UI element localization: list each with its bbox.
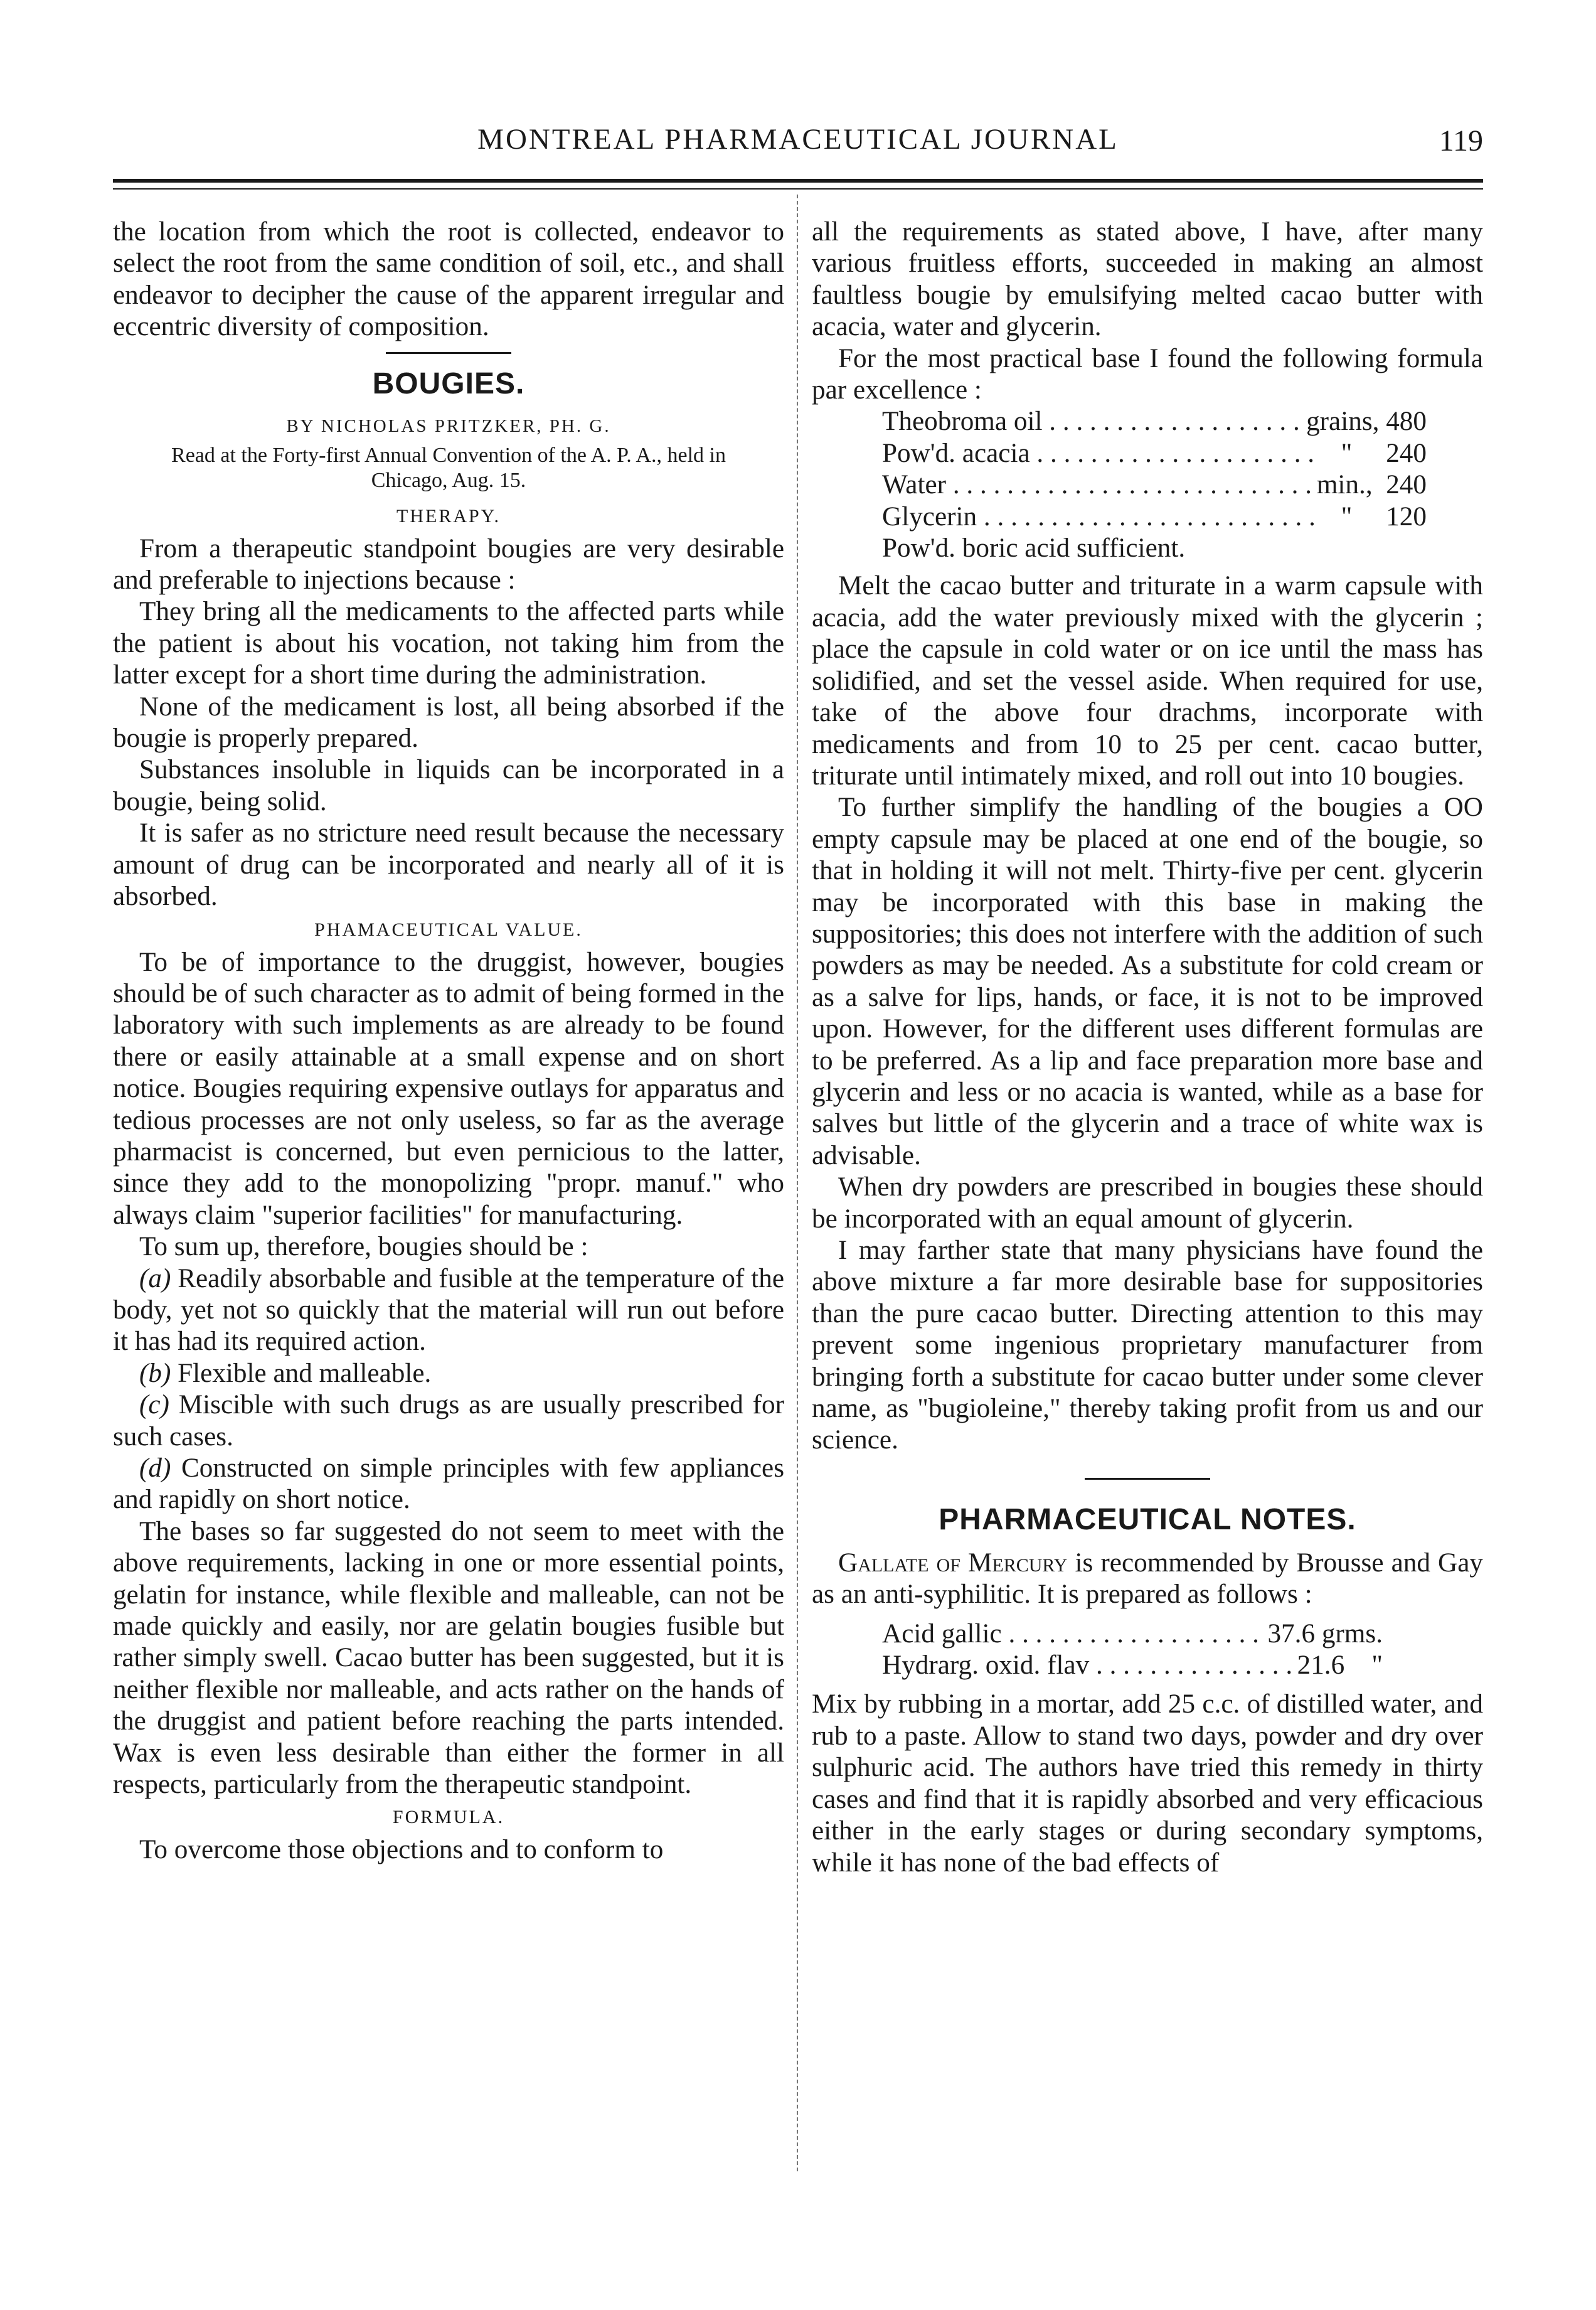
formula-row — [882, 1618, 1383, 1650]
list-item — [113, 1263, 784, 1358]
list-text: Flexible and malleable. — [171, 1358, 432, 1388]
ingredient-quantity: 37.6 grms. — [1267, 1618, 1383, 1649]
notes-lead: Gallate of Mercury — [838, 1548, 1068, 1578]
list-item — [113, 1389, 784, 1453]
header-rule-thick — [113, 179, 1483, 183]
ingredient-quantity: grains, 480 — [1306, 407, 1427, 437]
formula-row — [882, 438, 1427, 469]
header-rule-thin — [113, 188, 1483, 190]
section-divider — [1085, 1478, 1210, 1480]
list-text: Constructed on simple principles with few appliances and rapidly on short notice. — [113, 1453, 784, 1515]
formula-row — [882, 1650, 1383, 1681]
article-note: Read at the Forty-first Annual Convention of the A. P. A., held in Chicago, Aug. 15. — [171, 443, 726, 492]
ingredient-name: Theobroma oil . . . — [882, 406, 1306, 437]
author-byline: BY NICHOLAS PRITZKER, PH. G. — [286, 415, 611, 436]
paragraph: I may farther state that many physicians have found the above mixture a far more desirable base for suppositories than the pure cacao butter. Directing attention to this may prevent some ingenious proprietary manufacturer from bringing forth a substitute for cacao butter under some clever name, as "bugioleine," thereby taking profit from us and our science. — [812, 1236, 1483, 1455]
formula-row — [882, 469, 1427, 501]
formula-note: Pow'd. boric acid sufficient. — [882, 533, 1186, 564]
subheading-therapy: THERAPY. — [396, 505, 501, 527]
list-text: Miscible with such drugs as are usually prescribed for such cases. — [113, 1390, 784, 1452]
left-column — [113, 217, 784, 1866]
ingredient-name: Glycerin . . . — [882, 501, 1321, 533]
paragraph: To sum up, therefore, bougies should be : — [139, 1232, 588, 1262]
ingredient-name: Pow'd. acacia . . . — [882, 438, 1321, 469]
ingredient-quantity: " 240 — [1321, 438, 1427, 468]
formula-row — [882, 406, 1427, 437]
paragraph: To overcome those objections and to conform to — [139, 1835, 664, 1865]
ingredient-name: Acid gallic . . . — [882, 1618, 1267, 1650]
formula-table — [812, 1618, 1483, 1682]
right-column — [812, 217, 1483, 1879]
ingredient-name: Water . . . — [882, 469, 1317, 501]
page-number: 119 — [1439, 124, 1483, 158]
page-header — [113, 122, 1483, 173]
list-label: (a) — [139, 1263, 171, 1293]
paragraph: To further simplify the handling of the bougies a OO empty capsule may be placed at one end of the bougie, so that in holding it will not melt. Thirty-five per cent. glycerin may be incorporated with this base in making the suppositories; this does not interfere with the addition of such powders as may be needed. As a substitute for cold cream or as a salve for lips, hands, or face, it is not to be improved upon. However, for the different uses different formulas are to be preferred. As a lip and face preparation more base and glycerin and less or no acacia is wanted, while as a base for salves but little of the glycerin and a trace of white wax is advisable. — [812, 793, 1483, 1170]
article-heading: BOUGIES. — [372, 366, 525, 400]
formula-row — [882, 501, 1427, 533]
paragraph — [812, 1548, 1483, 1611]
column-divider — [797, 195, 798, 2171]
list-text: Readily absorbable and fusible at the temperature of the body, yet not so quickly that the material will run out before it has had its required action. — [113, 1263, 784, 1357]
list-label: (c) — [139, 1390, 169, 1420]
ingredient-quantity: 21.6 " — [1297, 1650, 1383, 1681]
notes-text: is recommended by Brousse and Gay as an anti-syphilitic. It is prepared as follows : — [812, 1548, 1483, 1610]
paragraph: Melt the cacao butter and triturate in a warm capsule with acacia, add the water previously mixed with the glycerin ; place the capsule in cold water or on ice until the mass has solidified, and set the vessel aside. When required for use, take of the above four drachms, incorporate with medicaments and from 10 to 25 per cent. cacao butter, triturate until intimately mixed, and roll out into 10 bougies. — [812, 571, 1483, 791]
list-item — [113, 1453, 784, 1516]
paragraph: To be of importance to the druggist, however, bougies should be of such character as to admit of being formed in the laboratory with such implements as are already to be found there or easily attainable at a small expense and on short notice. Bougies requiring expensive outlays for apparatus and tedious processes are not only useless, so far as the average pharmacist is concerned, but even pernicious to the latter, since they add to the monopolizing "propr. manuf." who always claim "superior facilities" for manufacturing. — [113, 947, 784, 1230]
paragraph: It is safer as no stricture need result because the necessary amount of drug can be incorporated and nearly all of it is absorbed. — [113, 818, 784, 912]
list-label: (b) — [139, 1358, 171, 1388]
section-divider — [386, 352, 511, 354]
list-item — [113, 1358, 784, 1389]
paragraph: For the most practical base I found the following formula par excellence : — [812, 343, 1483, 405]
paragraph: The bases so far suggested do not seem to meet with the above requirements, lacking in one or more essential points, gelatin for instance, while flexible and malleable, can not be made quickly and easily, nor are gelatin bougies fusible but rather simply swell. Cacao butter has been suggested, but it is neither flexible nor malleable, and acts rather on the hands of the druggist and patient before reaching the parts intended. Wax is even less desirable than either the former in all respects, particularly from the therapeutic standpoint. — [113, 1516, 784, 1800]
running-title: MONTREAL PHARMACEUTICAL JOURNAL — [477, 123, 1119, 156]
formula-table — [812, 406, 1483, 564]
paragraph: the location from which the root is collected, endeavor to select the root from the same condition of soil, etc., and shall endeavor to decipher the cause of the apparent irregular and eccentric diversity of composition. — [113, 217, 784, 342]
paragraph: None of the medicament is lost, all being absorbed if the bougie is properly prepared. — [113, 692, 784, 754]
paragraph: From a therapeutic standpoint bougies are very desirable and preferable to injections because : — [113, 533, 784, 596]
ingredient-name: Hydrarg. oxid. flav . . . — [882, 1650, 1297, 1681]
list-label: (d) — [139, 1453, 171, 1483]
paragraph: They bring all the medicaments to the affected parts while the patient is about his vocation, not taking him from the latter except for a short time during the administration. — [113, 597, 784, 690]
paragraph: When dry powders are prescribed in bougies these should be incorporated with an equal amount of glycerin. — [812, 1172, 1483, 1234]
ingredient-quantity: min., 240 — [1316, 470, 1427, 500]
section-heading: PHARMACEUTICAL NOTES. — [939, 1502, 1356, 1536]
ingredient-quantity: " 120 — [1321, 501, 1427, 532]
subheading-formula: FORMULA. — [392, 1807, 505, 1828]
paragraph: all the requirements as stated above, I have, after many various fruitless efforts, succeeded in making an almost faultless bougie by emulsifying melted cacao butter with acacia, water and glycerin. — [812, 217, 1483, 342]
paragraph: Mix by rubbing in a mortar, add 25 c.c. of distilled water, and rub to a paste. Allow to stand two days, powder and dry over sulphuric acid. The authors have tried this remedy in thirty cases and find that it is rapidly absorbed and very efficacious either in the early stages or during secondary symptoms, while it has none of the bad effects of — [812, 1689, 1483, 1878]
paragraph: Substances insoluble in liquids can be incorporated in a bougie, being solid. — [113, 755, 784, 816]
subheading-pharmaceutical-value: PHAMACEUTICAL VALUE. — [314, 919, 583, 940]
